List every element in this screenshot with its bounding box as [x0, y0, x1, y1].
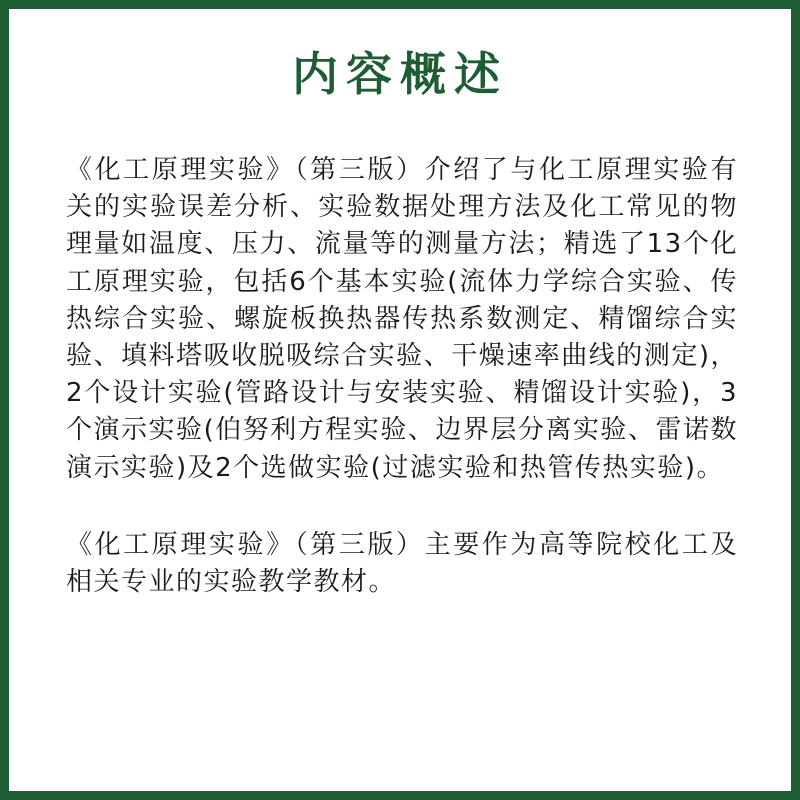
content-body	[66, 152, 738, 601]
page-title: 内容概述	[292, 47, 508, 101]
usage-paragraph: 《化工原理实验》（第三版）主要作为高等院校化工及相关专业的实验教学教材。	[66, 529, 738, 598]
intro-paragraph: 《化工原理实验》（第三版）介绍了与化工原理实验有关的实验误差分析、实验数据处理方法及化工常见的物理量如温度、压力、流量等的测量方法；精选了13个化工原理实验，包括6个基本实验(流体力学综合实验、传热综合实验、螺旋板换热器传热系数测定、精馏综合实验、填料塔吸收脱吸综合实验、干燥速率曲线的测定)，2个设计实验(管路设计与安装实验、精馏设计实验)，3个演示实验(伯努利方程实验、边界层分离实验、雷诺数演示实验)及2个选做实验(过滤实验和热管传热实验)。	[66, 155, 738, 483]
